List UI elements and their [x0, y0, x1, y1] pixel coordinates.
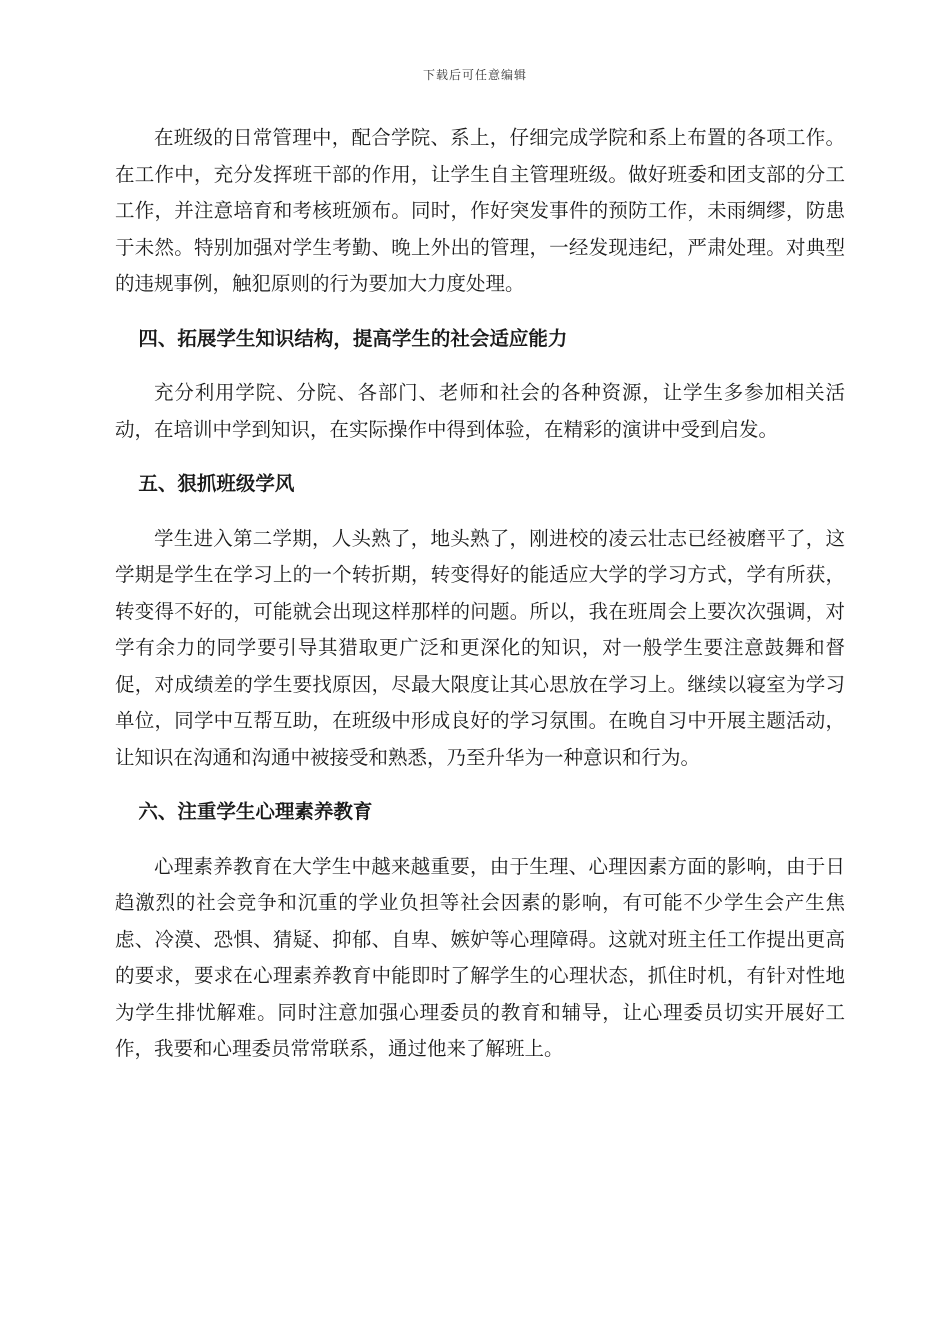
heading-section-6: 六、注重学生心理素养教育 [138, 800, 373, 823]
heading-section-5: 五、狠抓班级学风 [138, 472, 295, 495]
paragraph-section-4: 充分利用学院、分院、各部门、老师和社会的各种资源，让学生多参加相关活动，在培训中学到知识，在实际操作中得到体验，在精彩的演讲中受到启发。 [115, 381, 845, 441]
paragraph-section-5: 学生进入第二学期，人头熟了，地头熟了，刚进校的凌云壮志已经被磨平了，这学期是学生在学习上的一个转折期，转变得好的能适应大学的学习方式，学有所获，转变得不好的，可能就会出现这样那样的问题。所以，我在班周会上要次次强调，对学有余力的同学要引导其猎取更广泛和更深化的知识，对一般学生要注意鼓舞和督促，对成绩差的学生要找原因，尽最大限度让其心思放在学习上。继续以寝室为学习单位，同学中互帮互助，在班级中形成良好的学习氛围。在晚自习中开展主题活动，让知识在沟通和沟通中被接受和熟悉，乃至升华为一种意识和行为。 [115, 526, 845, 769]
page-header: 下载后可任意编辑 [422, 68, 527, 82]
paragraph-section-6: 心理素养教育在大学生中越来越重要，由于生理、心理因素方面的影响，由于日趋激烈的社会竞争和沉重的学业负担等社会因素的影响，有可能不少学生会产生焦虑、冷漠、恐惧、猜疑、抑郁、自卑、嫉妒等心理障碍。这就对班主任工作提出更高的要求，要求在心理素养教育中能即时了解学生的心理状态，抓住时机，有针对性地为学生排忧解难。同时注意加强心理委员的教育和辅导，让心理委员切实开展好工作，我要和心理委员常常联系，通过他来了解班上。 [115, 854, 845, 1060]
document-body [115, 120, 845, 1068]
paragraph-class-management: 在班级的日常管理中，配合学院、系上，仔细完成学院和系上布置的各项工作。在工作中，充分发挥班干部的作用，让学生自主管理班级。做好班委和团支部的分工工作，并注意培育和考核班颁布。同时，作好突发事件的预防工作，未雨绸缪，防患于未然。特别加强对学生考勤、晚上外出的管理，一经发现违纪，严肃处理。对典型的违规事例，触犯原则的行为要加大力度处理。 [115, 126, 845, 295]
heading-section-4: 四、拓展学生知识结构，提高学生的社会适应能力 [138, 326, 568, 350]
